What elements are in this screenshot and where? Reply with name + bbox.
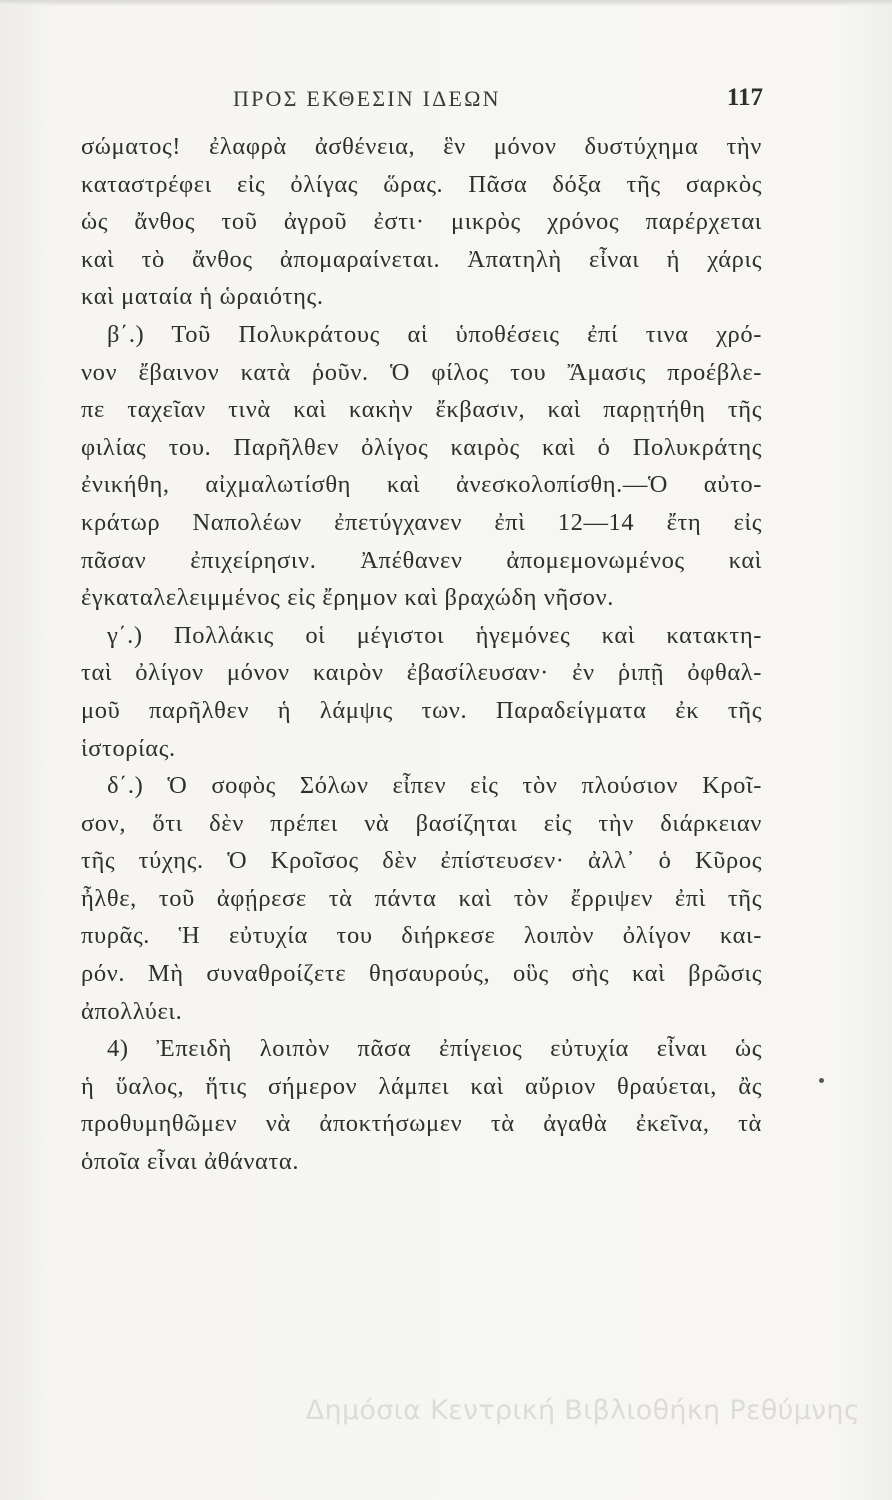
ink-speck: [819, 1078, 824, 1083]
text-line: κράτωρ Ναπολέων ἐπετύγχανεν ἐπὶ 12—14 ἔτη εἰς: [81, 508, 762, 536]
page-number: 117: [726, 84, 763, 111]
text-line: σον, ὅτι δὲν πρέπει νὰ βασίζηται εἰς τὴν διάρκειαν: [81, 809, 762, 837]
text-line: ἦλθε, τοῦ ἀφῄρεσε τὰ πάντα καὶ τὸν ἔρριψεν ἐπὶ τῆς: [81, 884, 762, 912]
text-line: γ΄.) Πολλάκις οἱ μέγιστοι ἡγεμόνες καὶ κατακτη-: [107, 621, 762, 649]
text-line: ἱστορίας.: [81, 734, 176, 762]
text-line: σώματος! ἐλαφρὰ ἀσθένεια, ἓν μόνον δυστύχημα τὴν: [81, 133, 762, 160]
running-title: ΠΡΟΣ ΕΚΘΕΣΙΝ ΙΔΕΩΝ: [233, 86, 501, 111]
running-head: [233, 86, 763, 116]
text-line: δ΄.) Ὁ σοφὸς Σόλων εἶπεν εἰς τὸν πλούσιον Κροῖ-: [107, 772, 762, 800]
text-line: καταστρέφει εἰς ὀλίγας ὥρας. Πᾶσα δόξα τῆς σαρκὸς: [81, 170, 762, 198]
text-line: προθυμηθῶμεν νὰ ἀποκτήσωμεν τὰ ἀγαθὰ ἐκεῖνα, τὰ: [81, 1110, 762, 1138]
text-line: πυρᾶς. Ἡ εὐτυχία του διήρκεσε λοιπὸν ὀλίγον και-: [81, 922, 762, 950]
text-line: καὶ τὸ ἄνθος ἀπομαραίνεται. Ἀπατηλὴ εἶναι ἡ χάρις: [81, 245, 762, 273]
text-line: μοῦ παρῆλθεν ἡ λάμψις των. Παραδείγματα ἐκ τῆς: [81, 696, 762, 724]
library-watermark: Δημόσια Κεντρική Βιβλιοθήκη Ρεθύμνης: [305, 1395, 860, 1426]
text-line: ἐγκαταλελειμμένος εἰς ἔρημον καὶ βραχώδη νῆσον.: [81, 584, 614, 612]
text-line: πᾶσαν ἐπιχείρησιν. Ἀπέθανεν ἀπομεμονωμένος καὶ: [81, 546, 762, 574]
text-line: 4) Ἐπειδὴ λοιπὸν πᾶσα ἐπίγειος εὐτυχία εἶναι ὡς: [107, 1035, 762, 1063]
text-line: φιλίας του. Παρῆλθεν ὀλίγος καιρὸς καὶ ὁ Πολυκράτης: [81, 433, 762, 461]
text-line: νον ἔβαινον κατὰ ῥοῦν. Ὁ φίλος του Ἄμασις προέβλε-: [81, 358, 762, 386]
body-text: [81, 128, 762, 1181]
text-line: πε ταχεῖαν τινὰ καὶ κακὴν ἔκβασιν, καὶ παρῃτήθη τῆς: [81, 396, 762, 424]
text-line: καὶ ματαία ἡ ὡραιότης.: [81, 283, 324, 311]
text-line: ὁποῖα εἶναι ἀθάνατα.: [81, 1148, 300, 1176]
text-line: τῆς τύχης. Ὁ Κροῖσος δὲν ἐπίστευσεν· ἀλλ᾽ ὁ Κῦρος: [81, 847, 762, 875]
text-line: ὡς ἄνθος τοῦ ἀγροῦ ἐστι· μικρὸς χρόνος παρέρχεται: [81, 208, 762, 236]
page-top-edge: [0, 0, 892, 6]
text-line: β΄.) Τοῦ Πολυκράτους αἱ ὑποθέσεις ἐπί τινα χρό-: [107, 320, 762, 348]
text-line: ἐνικήθη, αἰχμαλωτίσθη καὶ ἀνεσκολοπίσθη.—Ὁ αὐτο-: [81, 471, 762, 499]
text-line: ἀπολλύει.: [81, 997, 183, 1025]
text-line: ἡ ὕαλος, ἥτις σήμερον λάμπει καὶ αὔριον θραύεται, ἂς: [81, 1072, 762, 1100]
text-line: ταὶ ὀλίγον μόνον καιρὸν ἐβασίλευσαν· ἐν ῥιπῇ ὀφθαλ-: [81, 659, 762, 687]
text-line: ρόν. Μὴ συναθροίζετε θησαυρούς, οὓς σὴς καὶ βρῶσις: [81, 960, 762, 988]
